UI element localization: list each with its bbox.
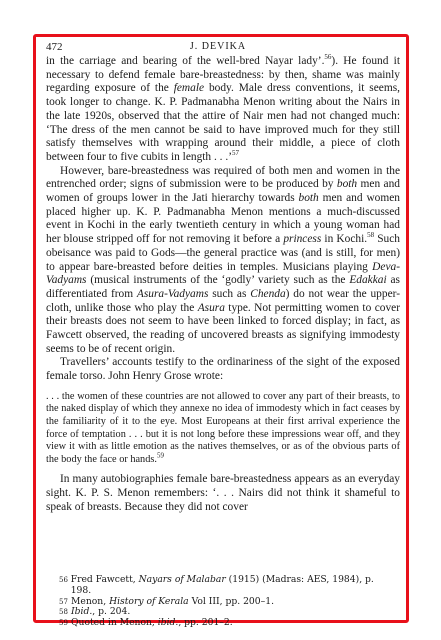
paragraph-2: However, bare-breastedness was required of both men and women in the entrenched order; signs of submission were to be produced by both men and women of groups lower in the Jati hierarchy towards both men and women placed higher up. K. P. Padmanabha Menon mentions a much-discussed event in Kochi in the early twentieth century in which a young woman had her blouse stripped off for not removing it before a princess in Kochi.$^{58}$ Such obeisance was paid to Gods—the general practice was (and is still, for men) to appear bare-breasted before deities in temples. Musicians playing Deva-Vadyams (musical instruments of the ‘godly’ variety such as the Edakkai as differentiated from Asura-Vadyams such as Chenda) do not wear the upper-cloth, unlike those who play the Asura type. Not permitting women to cover their breasts does not seem to have been linked to forced display; in fact, as Fawcett observed, the reading of uncovered breasts as signifying immodesty seems to be of recent origin.	[46, 164, 401, 355]
page-number: 472	[46, 41, 63, 53]
footnote-number: 57	[59, 597, 68, 606]
footnote-number: 56	[59, 576, 68, 584]
footnotes	[59, 575, 389, 629]
paragraph-4: In many autobiographies female bare-breastedness appears as an everyday sight. K. P. S. Menon remembers: ‘. . . Nairs did not think it shameful to speak of breasts. Because they did not cover	[46, 473, 400, 513]
block-quote: . . . the women of these countries are not allowed to cover any part of their breasts, to the naked display of which they annexe no idea of immodesty which in fact ceases by the familiarity of it to the eye. Most Europeans at their first arrival experience the force of temptation . . . but it is not long before these impressions wear off, and they view it with as little emotion as the natives themselves, or as of the obvious parts of the body the face or hands.$^{59}$	[46, 390, 400, 465]
footnote-number: 59	[59, 619, 68, 628]
footnote-number: 58	[59, 608, 68, 617]
paragraph-1: in the carriage and bearing of the well-bred Nayar lady’.$^{56}$). He found it necessary to defend female bare-breastedness: by then, shame was mainly regarding exposure of the female body. Male dress conventions, it seems, took longer to change. K. P. Padmanabha Menon writing about the Nairs in the late 1920s, observed that the attire of Nair men had not changed much: ‘The dress of the men cannot be said to have improved much for they still satisfy themselves with wrapping around their middle, a piece of cloth between four to five cubits in length . . .’$^{57}$	[46, 53, 400, 163]
running-header	[46, 40, 400, 54]
footnote-56	[59, 575, 389, 597]
footnote-text: Fred Fawcett, Nayars of Malabar (1915) (Madras: AES, 1984), p. 198.	[70, 574, 374, 596]
footnote-text: Menon, History of Kerala Vol III, pp. 200–1.	[71, 595, 274, 607]
page-body	[46, 40, 400, 515]
paragraph-3: Travellers’ accounts testify to the ordinariness of the sight of the exposed female torso. John Henry Grose wrote:	[46, 356, 400, 383]
footnote-59	[59, 618, 389, 629]
footnote-text: Ibid., p. 204.	[71, 606, 131, 618]
running-head-author: J. DEVIKA	[189, 41, 247, 52]
footnote-text: Quoted in Menon, ibid., pp. 201–2.	[71, 617, 233, 629]
